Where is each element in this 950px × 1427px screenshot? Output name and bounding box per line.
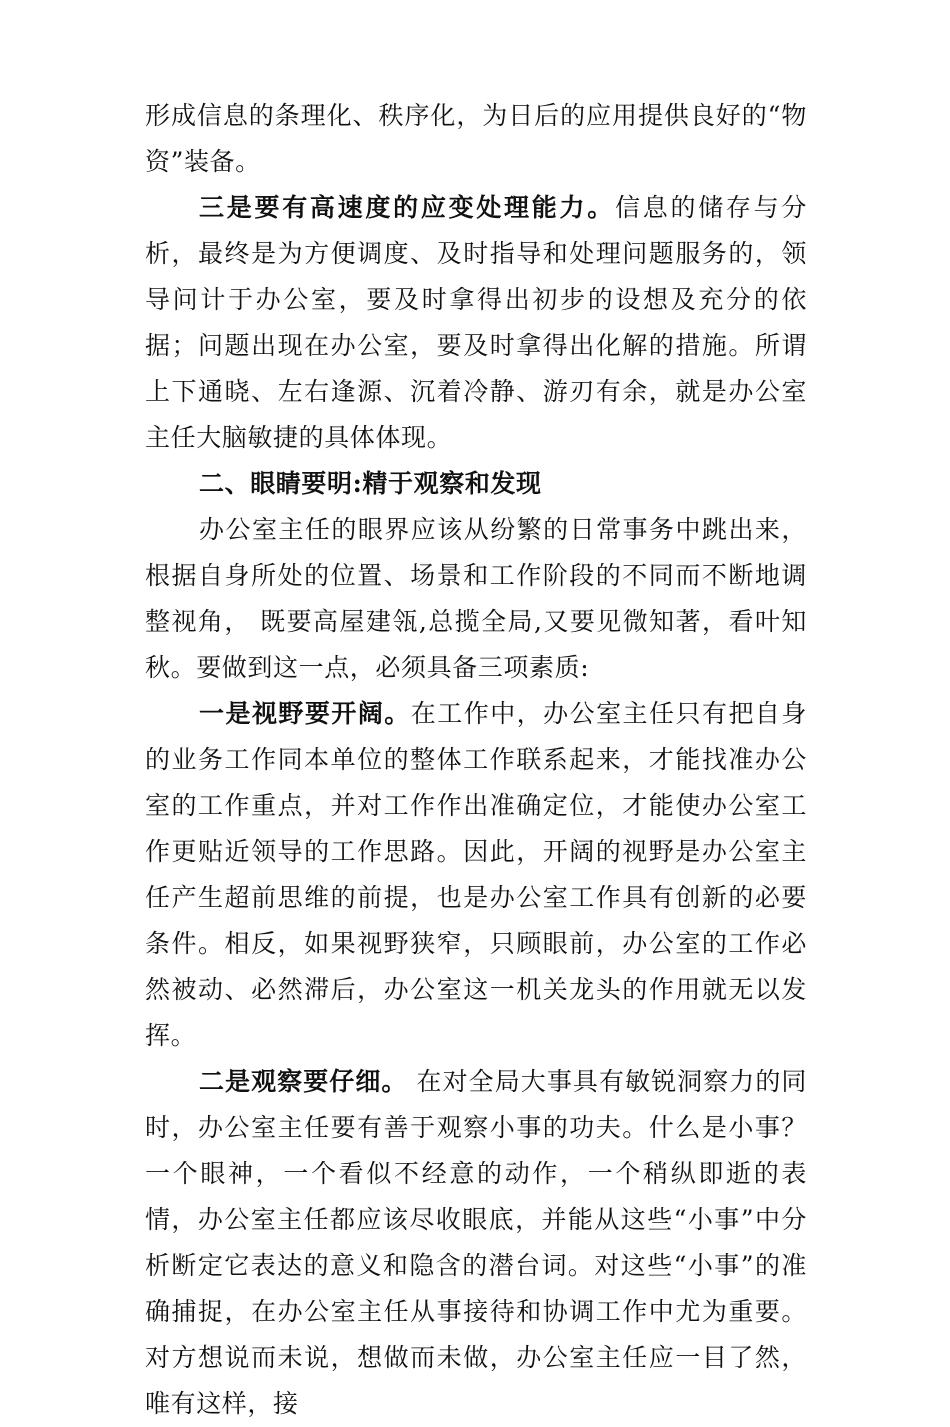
paragraph-continuation bbox=[145, 93, 807, 185]
paragraph-text: 形成信息的条理化、秩序化，为日后的应用提供良好的“物资”装备。 bbox=[145, 101, 807, 176]
paragraph-text: 在工作中，办公室主任只有把自身的业务工作同本单位的整体工作联系起来，才能找准办公室的工作重点，并对工作作出准确定位，才能使办公室工作更贴近领导的工作思路。因此，开阔的视野是办公室主任产生超前思维的前提，也是办公室工作具有创新的必要条件。相反，如果视野狭窄，只顾眼前，办公室的工作必然被动、必然滞后，办公室这一机关龙头的作用就无以发挥。 bbox=[145, 699, 807, 1050]
paragraph-careful-observation bbox=[145, 1059, 807, 1427]
paragraph-text: 在对全局大事具有敏锐洞察力的同时，办公室主任要有善于观察小事的功夫。什么是小事？一个眼神，一个看似不经意的动作，一个稍纵即逝的表情，办公室主任都应该尽收眼底，并能从这些“小事”中分析断定它表达的意义和隐含的潜台词。对这些“小事”的准确捕捉，在办公室主任从事接待和协调工作中尤为重要。对方想说而未说，想做而未做，办公室主任应一目了然，唯有这样，接 bbox=[145, 1067, 807, 1418]
paragraph-lead: 二是观察要仔细。 bbox=[199, 1067, 408, 1096]
paragraph-intro bbox=[145, 507, 807, 691]
paragraph-text: 信息的储存与分析，最终是为方便调度、及时指导和处理问题服务的，领导问计于办公室，要及时拿得出初步的设想及充分的依据；问题出现在办公室，要及时拿得出化解的措施。所谓上下通晓、左右逢源、沉着冷静、游刃有余，就是办公室主任大脑敏捷的具体体现。 bbox=[145, 193, 807, 452]
paragraph-lead: 三是要有高速度的应变处理能力。 bbox=[199, 193, 615, 222]
paragraph-lead: 一是视野要开阔。 bbox=[199, 699, 411, 728]
section-heading: 二、眼睛要明:精于观察和发现 bbox=[199, 469, 542, 498]
paragraph-text: 办公室主任的眼界应该从纷繁的日常事务中跳出来，根据自身所处的位置、场景和工作阶段的不同而不断地调整视角， 既要高屋建瓴,总揽全局,又要见微知著，看叶知秋。要做到这一点，必须具备三项素质: bbox=[145, 515, 807, 682]
document-page bbox=[145, 93, 807, 1427]
paragraph-response-ability bbox=[145, 185, 807, 461]
paragraph-broad-vision bbox=[145, 691, 807, 1059]
